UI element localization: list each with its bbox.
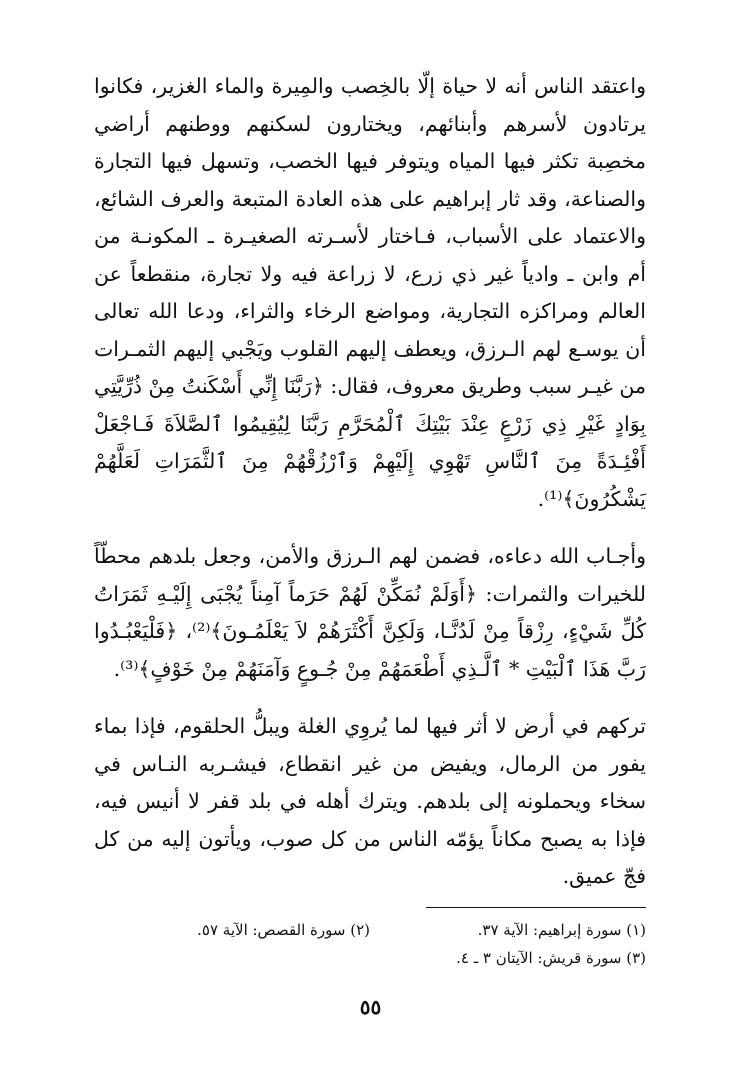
paragraph-3: تركهم في أرض لا أثر فيها لما يُروِي الغلة ويبلُّ الحلقوم، فإذا بماء يفور من الرمال، ويفيض من غير انقطاع، فيشـربه النـاس في سخاء ويحملونه إلى بلدهم. ويترك أهله في بلد قفر لا أنيس فيه، فإذا به يصبح مكاناً يؤمّه الناس من كل صوب، ويأتون إليه من كل فجّ عميق. [94,714,646,888]
paragraph-1: واعتقد الناس أنه لا حياة إلّا بالخِصب والمِيرة والماء الغزير، فكانوا يرتادون لأسرهم وأبنائهم، ويختارون لسكنهم ووطنهم أراضي مخصِبة تكثر فيها المياه ويتوفر فيها الخصب، وتسهل فيها التجارة والصناعة، وقد ثار إبراهيم على هذه العادة المتبعة والعرف الشائع، والاعتماد على الأسباب، فـاختار لأسـرته الصغيـرة ـ المكونـة من أم وابن ـ وادياً غير ذي زرع، لا زراعة فيه ولا تجارة، منقطعاً عن العالم ومراكزه التجارية، ومواضع الرخاء والثراء، ودعا الله تعالى أن يوسـع لهم الـرزق، ويعطف إليهم القلوب ويَجْبي إليهم الثمـرات من غيـر سبب وطريق معروف، فقال: ﴿رَبَّنَا إِنِّي أَسْكَنتُ مِنْ ذُرِّيَّتِي بِوَادٍ غَيْرِ ذِي زَرْعٍ عِنْدَ بَيْتِكَ ٱلْمُحَرَّمِ رَبَّنَا لِيُقِيمُوا ٱلصَّلاَةَ فَـاجْعَلْ أَفْئِـدَةً مِنَ ٱلنَّاسِ تَهْوِي إِلَيْهِمْ وَٱرْزُقْهُمْ مِنَ ٱلثَّمَرَاتِ لَعَلَّهُمْ يَشْكُرُونَ﴾⁽¹⁾. [94,74,646,511]
page-number: ٥٥ [359,995,382,1019]
footnote-row [94,944,646,972]
paragraph-2: وأجـاب الله دعاءه، فضمن لهم الـرزق والأمن، وجعل بلدهم محطّاً للخيرات والثمرات: ﴿أَوَلَمْ نُمَكِّنْ لَهُمْ حَرَماً آمِناً يُجْبَى إِلَيْـهِ ثَمَرَاتُ كُلِّ شَيْءٍ، رِزْقاً مِنْ لَدُنَّـا، وَلَكِنَّ أَكْثَرَهُمْ لاَ يَعْلَمُـونَ﴾⁽²⁾، ﴿فَلْيَعْبُـدُوا رَبَّ هَذَا ٱلْبَيْتِ * ٱلَّـذِي أَطْعَمَهُمْ مِنْ جُـوعٍ وَآمَنَهُمْ مِنْ خَوْفٍ﴾⁽³⁾. [94,544,647,681]
paragraph-spacer [94,688,646,708]
page-body [94,68,646,896]
footnote-3: (٣) سورة قريش: الآيتان ٣ ـ ٤. [456,949,646,967]
footnotes [94,916,646,972]
paragraph-spacer [94,518,646,538]
footnote-2: (٢) سورة القصص: الآية ٥٧. [197,921,370,939]
footnote-1: (١) سورة إبراهيم: الآية ٣٧. [477,921,646,939]
footnote-divider [426,907,646,908]
footnote-row [94,916,646,944]
